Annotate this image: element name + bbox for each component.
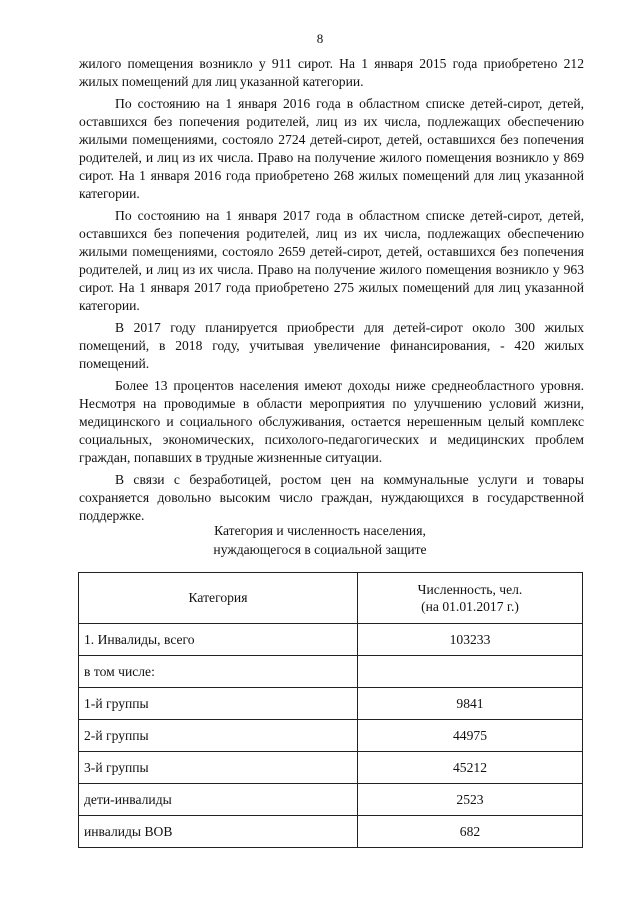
table-title-line: Категория и численность населения,: [214, 523, 426, 538]
count-cell: 682: [358, 816, 583, 848]
table-title-line: нуждающегося в социальной защите: [213, 542, 427, 557]
paragraph: В связи с безработицей, ростом цен на коммунальные услуги и товары сохраняется довольно высоким число граждан, нуждающихся в государственной поддержке.: [79, 472, 584, 523]
paragraph: По состоянию на 1 января 2016 года в областном списке детей-сирот, детей, оставшихся без попечения родителей, лиц из их числа, подлежащих обеспечению жилыми помещениями, состояло 2724 детей-сирот, детей, оставшихся без попечения родителей, и лиц из их числа. Право на получение жилого помещения возникло у 869 сирот. На 1 января 2016 года приобретено 268 жилых помещений для лиц указанной категории.: [79, 96, 584, 201]
count-cell: [358, 656, 583, 688]
count-cell: 44975: [358, 720, 583, 752]
count-cell: 103233: [358, 624, 583, 656]
table-row: [79, 752, 583, 784]
table-title: [0, 521, 640, 559]
table-row: [79, 624, 583, 656]
header-count: [358, 573, 583, 624]
table-row: [79, 656, 583, 688]
header-count-line: (на 01.01.2017 г.): [421, 599, 519, 614]
table-row: [79, 720, 583, 752]
population-table: [78, 572, 583, 848]
table-header-row: [79, 573, 583, 624]
count-cell: 2523: [358, 784, 583, 816]
paragraph: По состоянию на 1 января 2017 года в областном списке детей-сирот, детей, оставшихся без попечения родителей, лиц из их числа, подлежащих обеспечению жилыми помещениями, состояло 2659 детей-сирот, детей, оставшихся без попечения родителей, и лиц из их числа. Право на получение жилого помещения возникло у 963 сирот. На 1 января 2017 года приобретено 275 жилых помещений для лиц указанной категории.: [79, 208, 584, 313]
category-cell: инвалиды ВОВ: [79, 816, 358, 848]
category-cell: 1-й группы: [79, 688, 358, 720]
category-cell: 1. Инвалиды, всего: [79, 624, 358, 656]
paragraph: жилого помещения возникло у 911 сирот. На 1 января 2015 года приобретено 212 жилых помещений для лиц указанной категории.: [79, 56, 584, 89]
table-row: [79, 816, 583, 848]
category-cell: 2-й группы: [79, 720, 358, 752]
category-cell: в том числе:: [79, 656, 358, 688]
category-cell: 3-й группы: [79, 752, 358, 784]
count-cell: 9841: [358, 688, 583, 720]
body-text: [79, 55, 584, 529]
table-row: [79, 688, 583, 720]
table-row: [79, 784, 583, 816]
paragraph: В 2017 году планируется приобрести для детей-сирот около 300 жилых помещений, в 2018 году, учитывая увеличение финансирования, - 420 жилых помещений.: [79, 320, 584, 371]
count-cell: 45212: [358, 752, 583, 784]
header-count-line: Численность, чел.: [417, 582, 523, 597]
paragraph: Более 13 процентов населения имеют доходы ниже среднеобластного уровня. Несмотря на проводимые в области мероприятия по улучшению условий жизни, медицинского и социального обслуживания, остается нерешенным целый комплекс социальных, экономических, психолого-педагогических и медицинских проблем граждан, попавших в трудные жизненные ситуации.: [79, 378, 584, 465]
category-cell: дети-инвалиды: [79, 784, 358, 816]
page-number: 8: [316, 31, 324, 46]
header-category: Категория: [79, 573, 358, 624]
